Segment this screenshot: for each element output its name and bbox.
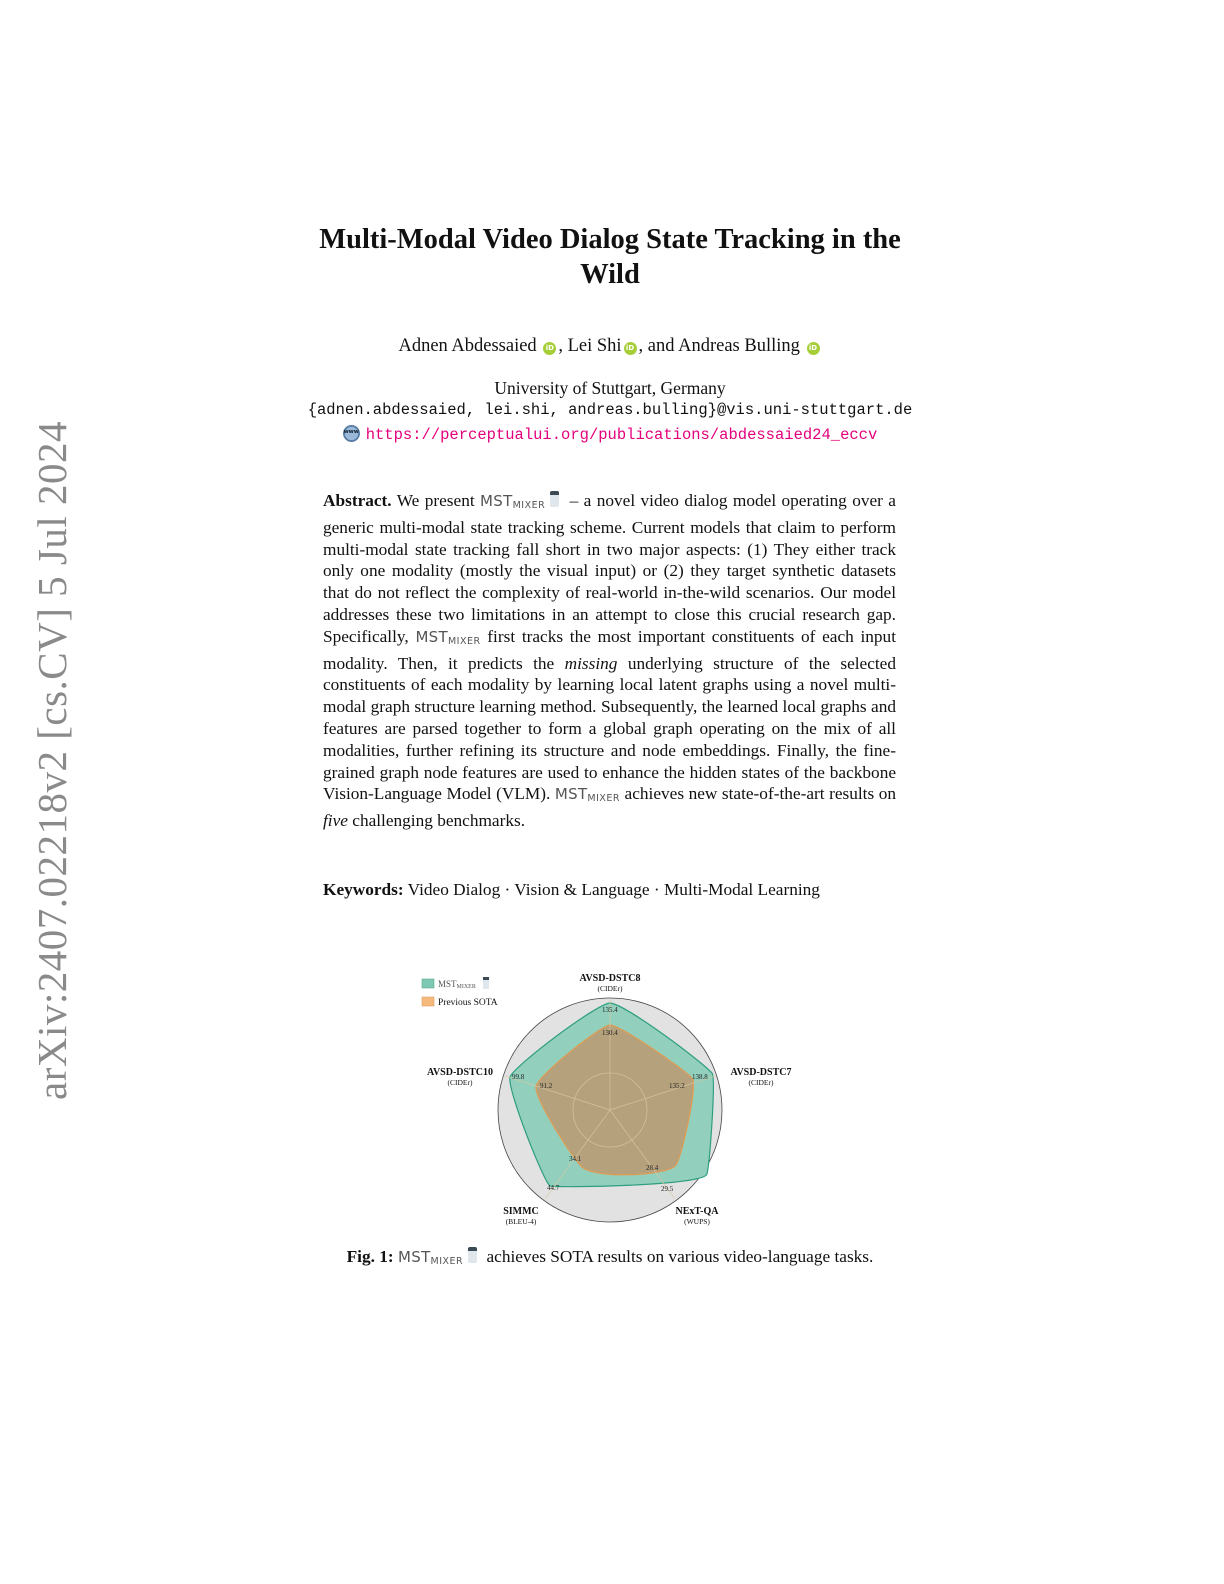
author-emails: {adnen.abdessaied, lei.shi, andreas.bulling}@vis.uni-stuttgart.de [307, 401, 913, 419]
orcid-icon[interactable]: iD [807, 342, 820, 355]
svg-text:130.4: 130.4 [602, 1029, 618, 1037]
abstract-text: challenging benchmarks. [347, 811, 526, 831]
svg-text:138.8: 138.8 [692, 1073, 708, 1081]
model-name: $MST_{MIXER}$ [415, 627, 481, 647]
chart-legend [422, 977, 498, 1008]
svg-text:135.4: 135.4 [602, 1006, 618, 1014]
author-separator: , [558, 336, 568, 356]
author-name: Adnen Abdessaied [398, 336, 537, 356]
abstract-emphasis: five [323, 811, 348, 831]
model-name: $MST_{MIXER}$ [554, 785, 621, 805]
abstract [323, 490, 896, 832]
abstract-text: We present [396, 491, 475, 510]
caption-text: achieves SOTA results on various video-language tasks. [482, 1247, 874, 1266]
svg-text:(CIDEr): (CIDEr) [597, 984, 623, 993]
svg-text:34.1: 34.1 [569, 1155, 582, 1163]
model-name: $MST_{MIXER}$ [480, 492, 546, 511]
model-name: $MST_{MIXER}$ [398, 1248, 464, 1267]
author-list [300, 336, 920, 357]
globe-www-icon [343, 425, 360, 442]
svg-text:135.2: 135.2 [669, 1082, 685, 1090]
keywords-list: Video Dialog · Vision & Language · Multi-Modal Learning [407, 880, 820, 899]
title-line-2: Wild [580, 259, 640, 290]
keywords [323, 880, 903, 900]
svg-text:44.7: 44.7 [547, 1184, 560, 1192]
radar-chart-figure [410, 960, 810, 1240]
radar-chart [410, 960, 810, 1240]
project-url-link[interactable]: https://perceptualui.org/publications/abdessaied24_eccv [365, 426, 878, 444]
affiliation: University of Stuttgart, Germany [494, 378, 726, 398]
svg-text:(BLEU-4): (BLEU-4) [505, 1217, 537, 1226]
svg-text:99.8: 99.8 [512, 1073, 525, 1081]
caption-label: Fig. 1: [346, 1247, 394, 1266]
orcid-icon[interactable]: iD [543, 342, 556, 355]
svg-text:(WUPS): (WUPS) [684, 1217, 710, 1226]
author-name: Lei Shi [567, 336, 622, 356]
legend-swatch-previous-sota [422, 997, 434, 1006]
paper-title [240, 222, 980, 292]
abstract-text: – a novel video dialog model operating over a generic multi-modal state tracking scheme. Current models that claim to perform multi-modal state tracking fall short in two major aspects: (1) They either track only one modality (mostly the visual input) or (2) they target synthetic datasets that do not reflect the complexity of real-world in-the-wild scenarios. Our model addresses these two limitations in an attempt to close this crucial research gap. Specifically, [323, 491, 896, 646]
axis-label-dstc8: AVSD-DSTC8 [579, 973, 641, 984]
orcid-icon[interactable]: iD [624, 342, 637, 355]
legend-label-previous-sota: Previous SOTA [438, 998, 498, 1008]
abstract-label: Abstract. [323, 491, 392, 510]
abstract-text: first tracks the most important constituents of each input modality. Then, it predicts the [323, 626, 896, 673]
axis-label-simmc: SIMMC [503, 1206, 539, 1217]
abstract-emphasis: missing [564, 653, 618, 673]
title-line-1: Multi-Modal Video Dialog State Tracking in the [319, 224, 901, 255]
author-separator: , and [638, 336, 679, 356]
arxiv-identifier-stamp: arXiv:2407.02218v2 [cs.CV] 5 Jul 2024 [29, 420, 75, 1100]
svg-text:28.4: 28.4 [646, 1164, 659, 1172]
axis-label-dstc7: AVSD-DSTC7 [730, 1067, 792, 1078]
axis-label-nextqa: NExT-QA [675, 1206, 719, 1217]
keywords-label: Keywords: [323, 880, 404, 899]
project-url-line [300, 425, 920, 444]
figure-caption [300, 1247, 920, 1267]
axis-label-dstc10: AVSD-DSTC10 [427, 1067, 493, 1078]
svg-text:(CIDEr): (CIDEr) [748, 1078, 774, 1087]
abstract-text: achieves new state-of-the-art results on [620, 784, 896, 804]
svg-text:29.5: 29.5 [661, 1185, 674, 1193]
legend-swatch-mstmixer [422, 979, 434, 988]
abstract-text: underlying structure of the selected constituents of each modality by learning local latent graphs using a novel multi-modal graph structure learning method. Subsequently, the learned local graphs and features are parsed together to form a global graph operating on the mix of all modalities, further refining its structure and node embeddings. Finally, the fine-grained graph node features are used to enhance the hidden states of the backbone Vision-Language Model (VLM). [323, 653, 896, 804]
blender-icon [549, 491, 560, 508]
blender-icon [467, 1247, 478, 1264]
author-name: Andreas Bulling [678, 336, 800, 356]
legend-label-mstmixer: MSTMIXER [438, 979, 476, 990]
svg-text:(CIDEr): (CIDEr) [447, 1078, 473, 1087]
svg-text:91.2: 91.2 [540, 1082, 553, 1090]
